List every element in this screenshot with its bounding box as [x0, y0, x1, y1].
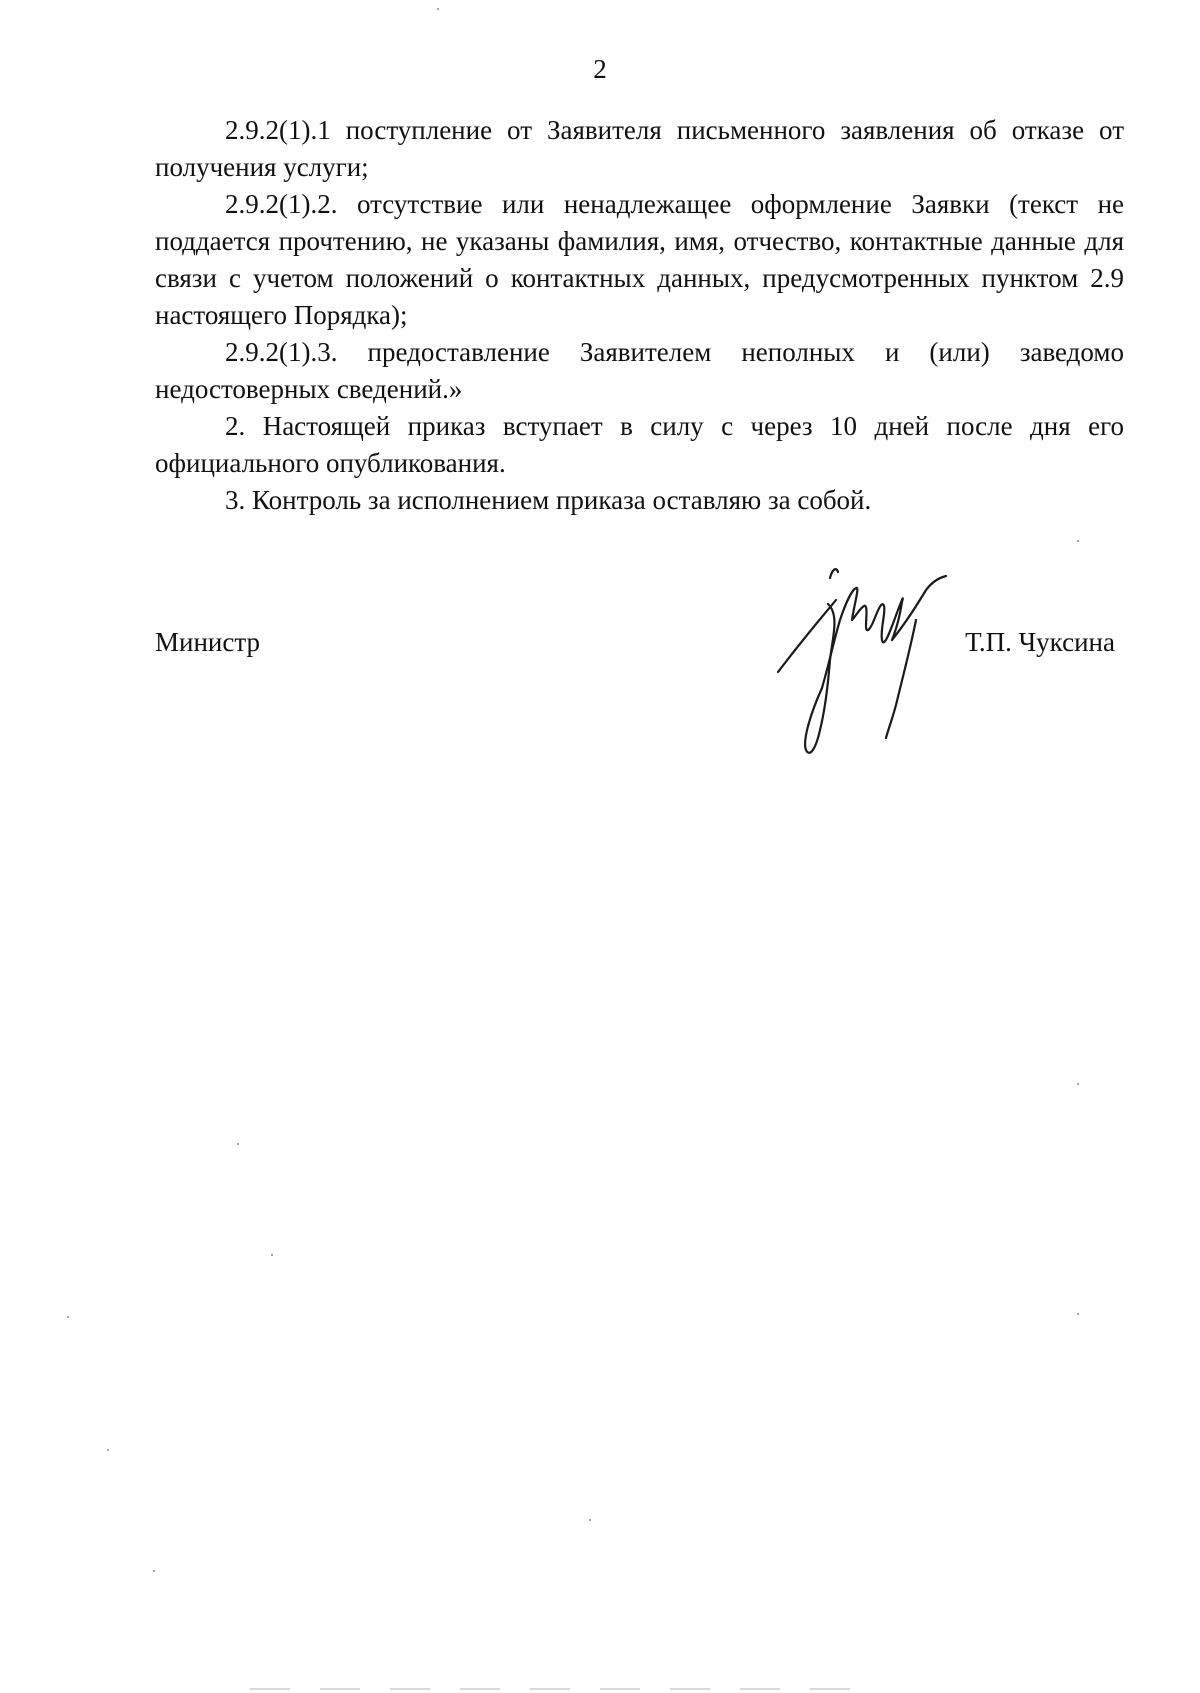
scan-speck — [107, 1449, 109, 1451]
paragraph-2-9-2-1-3: 2.9.2(1).3. предоставление Заявителем неполных и (или) заведомо недостоверных сведений.» — [155, 337, 1124, 404]
scan-speck — [1077, 540, 1079, 542]
scan-speck — [237, 1143, 239, 1145]
paragraph-2-9-2-1-2: 2.9.2(1).2. отсутствие или ненадлежащее оформление Заявки (текст не поддается прочтению, не указаны фамилия, имя, отчество, контактные данные для связи с учетом положений о контактных данных, предусмотренных пунктом 2.9 настоящего Порядка); — [155, 189, 1124, 330]
signatory-title: Министр — [155, 627, 260, 657]
signatory-name: Т.П. Чуксина — [965, 627, 1115, 657]
page-number: 2 — [593, 54, 607, 84]
document-body — [155, 112, 1124, 519]
scan-speck — [589, 1519, 591, 1521]
scan-speck — [437, 8, 439, 10]
scan-speck — [271, 1254, 273, 1256]
handwritten-signature — [770, 560, 980, 760]
scan-speck — [153, 1570, 155, 1572]
scan-speck — [1077, 1083, 1079, 1085]
paragraph-control: 3. Контроль за исполнением приказа оставляю за собой. — [225, 485, 872, 515]
scan-speck — [67, 1316, 69, 1318]
paragraph-effective-date: 2. Настоящей приказ вступает в силу с через 10 дней после дня его официального опубликования. — [155, 411, 1124, 478]
scan-speck — [1077, 1313, 1079, 1315]
scan-edge-noise — [250, 1688, 850, 1690]
paragraph-2-9-2-1-1: 2.9.2(1).1 поступление от Заявителя письменного заявления об отказе от получения услуги; — [155, 115, 1124, 182]
